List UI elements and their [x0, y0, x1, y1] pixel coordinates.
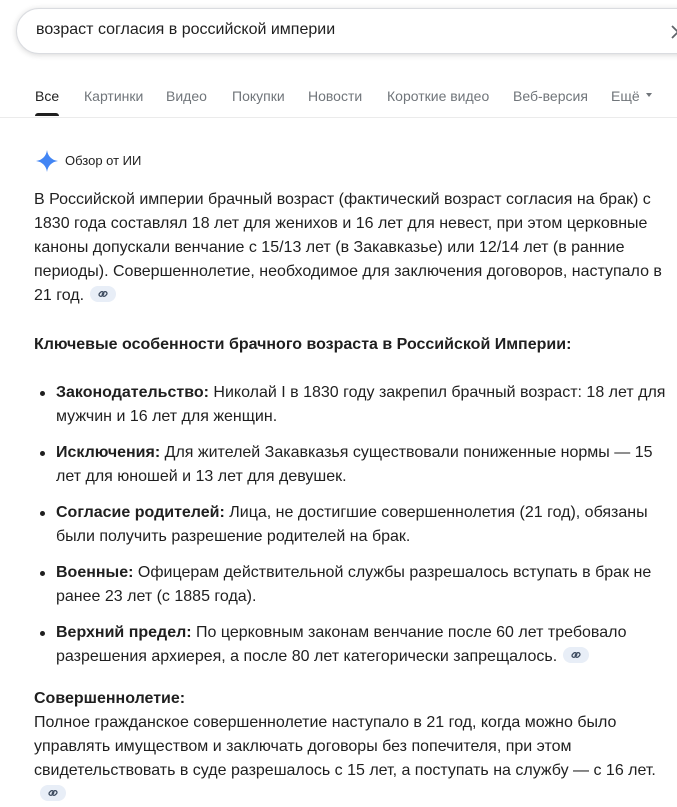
majority-text: Полное гражданское совершеннолетие наступало в 21 год, когда можно было управлять имуществом и заключать договоры без попечителя, при этом свидетельствовать в суде разрешалось с 15 лет, а поступать на службу — с 16 лет. [34, 714, 656, 779]
feature-term: Исключения: [56, 444, 161, 461]
link-icon [48, 788, 58, 798]
tab-video[interactable]: Видео [166, 88, 207, 104]
feature-term: Согласие родителей: [56, 504, 225, 521]
list-item [56, 501, 670, 549]
close-icon[interactable] [668, 22, 677, 42]
list-item [56, 381, 670, 429]
list-item [56, 621, 670, 669]
active-tab-indicator [35, 113, 59, 116]
search-input[interactable]: возраст согласия в российской империи [36, 21, 336, 38]
search-bar[interactable] [16, 8, 677, 54]
tab-short-videos[interactable]: Короткие видео [387, 88, 490, 104]
majority-heading: Совершеннолетие: [34, 690, 186, 707]
ai-overview-label: Обзор от ИИ [65, 153, 142, 168]
caret-down-icon [646, 93, 652, 97]
intro-paragraph [34, 188, 670, 308]
feature-text: Николай I в 1830 году закрепил брачный возраст: 18 лет для мужчин и 16 лет для женщин. [56, 384, 666, 425]
tabs-divider [0, 117, 677, 118]
feature-text: Офицерам действительной службы разрешалось вступать в брак не ранее 23 лет (с 1885 года). [56, 564, 652, 605]
feature-term: Верхний предел: [56, 624, 192, 641]
feature-term: Военные: [56, 564, 134, 581]
link-icon [98, 289, 108, 299]
features-list [34, 381, 670, 669]
tab-more-label: Ещё [611, 88, 640, 104]
feature-term: Законодательство: [56, 384, 209, 401]
intro-text: В Российской империи брачный возраст (фактический возраст согласия на брак) с 1830 года составлял 18 лет для женихов и 16 лет для невест, при этом церковные каноны допускали венчание с 15/13 лет (в Закавказье) или 12/14 лет (в ранние периоды). Совершеннолетие, необходимое для заключения договоров, наступало в 21 год. [34, 191, 662, 304]
tab-news[interactable]: Новости [308, 88, 363, 104]
feature-text: По церковным законам венчание после 60 лет требовало разрешения архиерея, а после 80 лет категорически запрещалось. [56, 624, 627, 665]
source-link-button[interactable] [563, 647, 589, 663]
features-heading: Ключевые особенности брачного возраста в Российской Империи: [34, 336, 572, 353]
feature-text: Лица, не достигшие совершеннолетия (21 год), обязаны были получить разрешение родителей на брак. [56, 504, 648, 545]
list-item [56, 441, 670, 489]
gemini-sparkle-icon [36, 150, 58, 172]
tab-web[interactable]: Веб-версия [513, 88, 588, 104]
source-link-button[interactable] [40, 785, 66, 801]
tab-shopping[interactable]: Покупки [232, 88, 285, 104]
tab-images[interactable]: Картинки [84, 88, 144, 104]
tab-more[interactable] [611, 88, 652, 104]
list-item [56, 561, 670, 609]
search-tabs [0, 78, 677, 118]
ai-overview-content [34, 188, 670, 807]
source-link-button[interactable] [90, 286, 116, 302]
majority-paragraph [34, 711, 670, 807]
feature-text: Для жителей Закавказья существовали пониженные нормы — 15 лет для юношей и 13 лет для девушек. [56, 444, 653, 485]
tab-all[interactable]: Все [35, 88, 60, 104]
link-icon [571, 650, 581, 660]
